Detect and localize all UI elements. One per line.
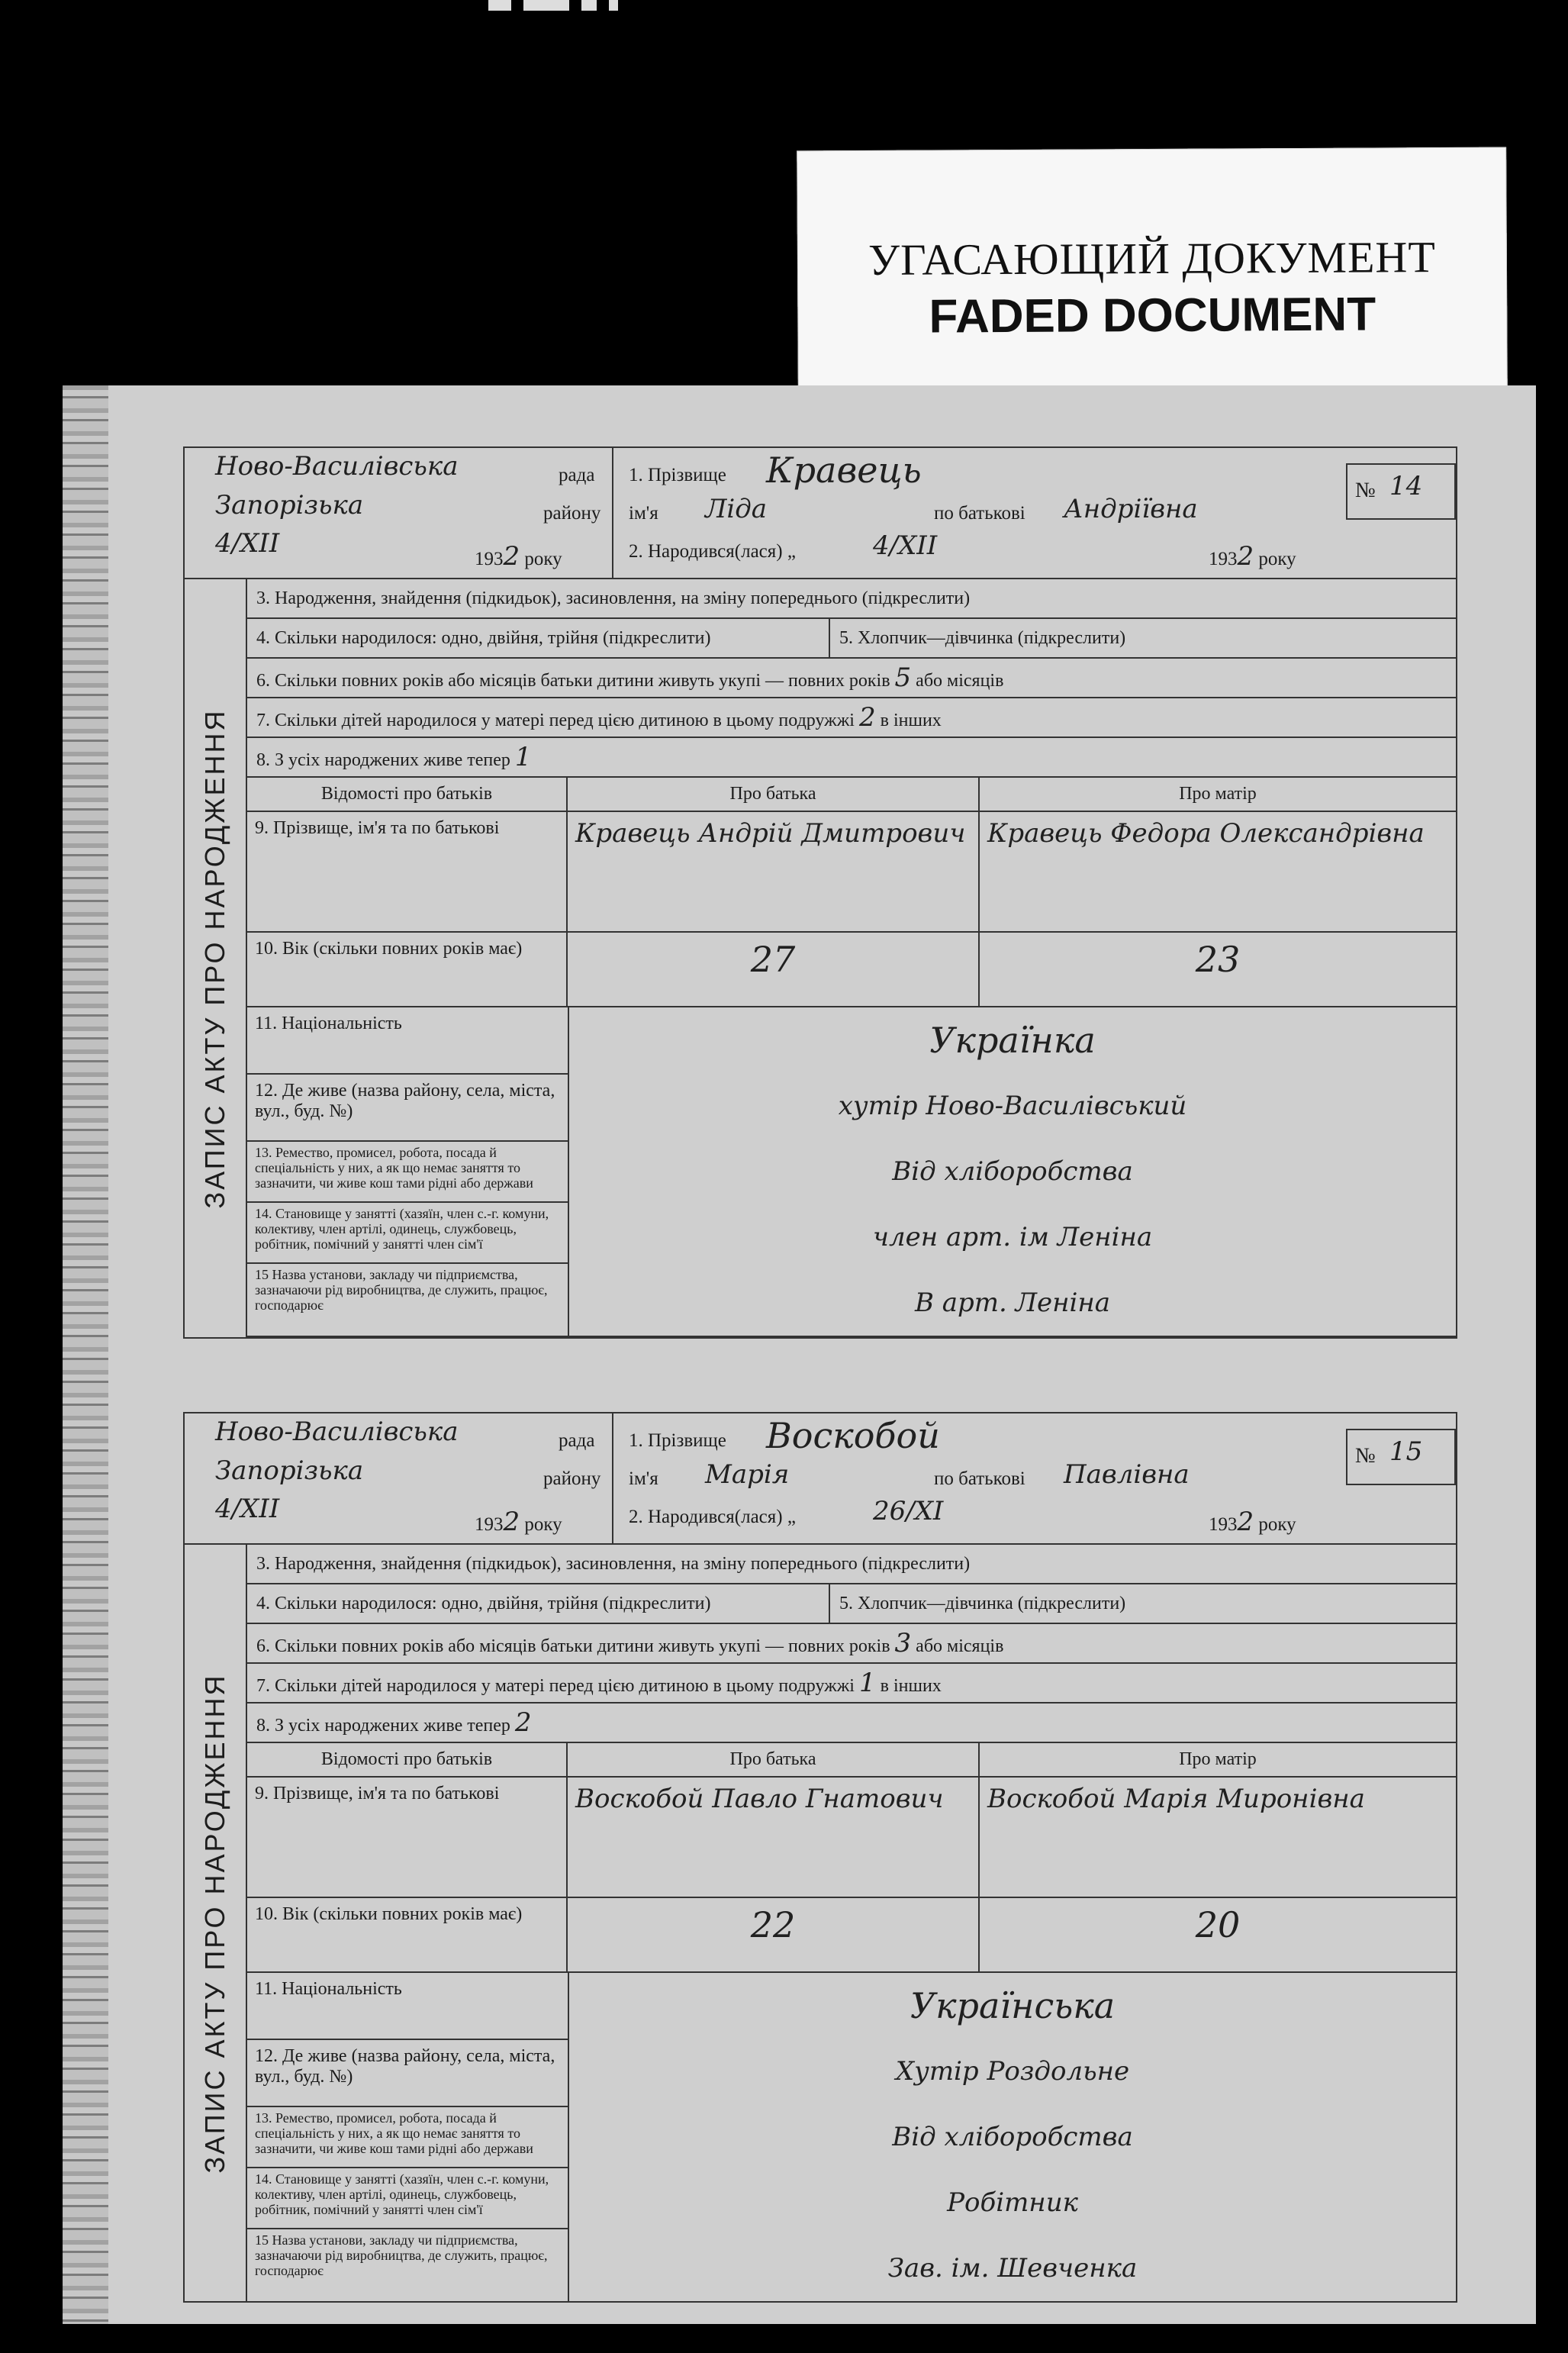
record-grid <box>247 1545 1456 2301</box>
birth-record-14 <box>183 446 1457 1339</box>
born-label: 2. Народився(лася) „ <box>629 541 796 562</box>
raion-label: району <box>543 1468 601 1489</box>
record-date: 4/XII <box>215 528 280 559</box>
record-body <box>183 1543 1457 2303</box>
detail-values <box>569 1007 1456 1336</box>
district-name: Запорізька <box>215 490 364 521</box>
residence: хутір Ново-Василівський <box>838 1091 1187 1121</box>
council-block <box>185 448 613 578</box>
record-grid <box>247 579 1456 1337</box>
row-8: 8. З усіх народжених живе тепер 2 <box>247 1704 1456 1743</box>
mother-name: Кравець Федора Олександрівна <box>980 812 1456 933</box>
father-name: Кравець Андрій Дмитрович <box>568 812 980 933</box>
record-body <box>183 578 1457 1339</box>
child-surname: Воскобой <box>766 1415 940 1456</box>
record-header <box>183 446 1457 578</box>
year-prefix: 1932 року <box>475 1507 562 1537</box>
father-age: 27 <box>568 933 980 1007</box>
details-block <box>247 1007 1456 1337</box>
child-patronymic: Павлівна <box>1064 1459 1190 1490</box>
name-label: ім'я <box>629 503 658 524</box>
child-surname: Кравець <box>766 450 922 491</box>
row-6: 6. Скільки повних років або місяців батьки дитини живуть укупі — повних років 5 або місяців <box>247 659 1456 698</box>
row-4-5: 4. Скільки народилося: одно, двійня, трійня (підкреслити) 5. Хлопчик—дівчинка (підкреслити) <box>247 1584 1456 1624</box>
born-date: 4/XII <box>873 530 938 561</box>
patronymic-label: по батькові <box>934 1468 1025 1489</box>
name-label: ім'я <box>629 1468 658 1489</box>
workplace: В арт. Леніна <box>914 1288 1111 1318</box>
row-4-5: 4. Скільки народилося: одно, двійня, трійня (підкреслити) 5. Хлопчик—дівчинка (підкреслити) <box>247 619 1456 659</box>
parents-table: Відомості про батьків Про батька Про матір 9. Прізвище, ім'я та по батькові Кравець Андрій Дмитрович Кравець Федора Олександрівна 10. Вік (скільки повних років має) 27 23 <box>247 778 1456 1007</box>
patronymic-label: по батькові <box>934 503 1025 524</box>
detail-values <box>569 1973 1456 2301</box>
record-sidebar: ЗАПИС АКТУ ПРО НАРОДЖЕННЯ <box>185 579 247 1337</box>
born-year: 1932 року <box>1209 541 1296 572</box>
birth-record-15 <box>183 1412 1457 2303</box>
council-name: Ново-Василівська <box>215 1417 459 1447</box>
residence: Хутір Роздольне <box>895 2056 1130 2087</box>
raion-label: району <box>543 503 601 524</box>
occupation: Від хліборобства <box>892 2122 1133 2152</box>
parents-table: Відомості про батьків Про батька Про матір 9. Прізвище, ім'я та по батькові Воскобой Павло Гнатович Воскобой Марія Миронівна 10. Вік (скільки повних років має) 22 20 <box>247 1743 1456 1973</box>
record-number: № 14 <box>1346 463 1456 520</box>
child-block <box>613 1413 1456 1543</box>
child-name: Марія <box>705 1459 790 1490</box>
rada-label: рада <box>559 465 595 485</box>
row-3: 3. Народження, знайдення (підкидьок), засиновлення, на зміну попереднього (підкреслити) <box>247 1545 1456 1584</box>
status: член арт. ім Леніна <box>872 1222 1153 1252</box>
record-number: № 15 <box>1346 1429 1456 1485</box>
mother-name: Воскобой Марія Миронівна <box>980 1778 1456 1898</box>
details-block <box>247 1973 1456 2301</box>
detail-labels: 11. Національність 12. Де живе (назва району, села, міста, вул., буд. №) 13. Ремество, промисел, робота, посада й спеціальність у них, а як що немає заняття то зазначити, чи живе кош тами рідні або держави 14. Становище у занятті (хазяїн, член с.-г. комуни, колективу, член артілі, одинець, службовець, робітник, помічний у занятті член сім'ї 15 Назва установи, закладу чи підприємства, зазначаючи рід виробництва, де служить, працює, господарює <box>247 1973 569 2301</box>
row-8: 8. З усіх народжених живе тепер 1 <box>247 738 1456 778</box>
label-russian: УГАСАЮЩИЙ ДОКУМЕНТ <box>868 232 1436 285</box>
label-english: FADED DOCUMENT <box>929 288 1376 343</box>
rada-label: рада <box>559 1430 595 1451</box>
surname-label: 1. Прізвище <box>629 1430 726 1451</box>
status: Робітник <box>947 2187 1078 2218</box>
row-7: 7. Скільки дітей народилося у матері перед цією дитиною в цьому подружжі 1 в інших <box>247 1664 1456 1704</box>
born-date: 26/XI <box>873 1496 944 1526</box>
row-7: 7. Скільки дітей народилося у матері перед цією дитиною в цьому подружжі 2 в інших <box>247 698 1456 738</box>
surname-label: 1. Прізвище <box>629 465 726 485</box>
mother-age: 20 <box>980 1898 1456 1973</box>
mother-age: 23 <box>980 933 1456 1007</box>
workplace: Зав. ім. Шевченка <box>887 2253 1138 2284</box>
row-6: 6. Скільки повних років або місяців батьки дитини живуть укупі — повних років 3 або місяців <box>247 1624 1456 1664</box>
born-year: 1932 року <box>1209 1507 1296 1537</box>
top-edge-marks <box>488 0 687 17</box>
faded-document-label <box>797 147 1508 392</box>
nationality: Українська <box>910 1985 1116 2026</box>
district-name: Запорізька <box>215 1455 364 1486</box>
born-label: 2. Народився(лася) „ <box>629 1507 796 1527</box>
father-name: Воскобой Павло Гнатович <box>568 1778 980 1898</box>
child-name: Ліда <box>705 494 768 524</box>
record-sidebar: ЗАПИС АКТУ ПРО НАРОДЖЕННЯ <box>185 1545 247 2301</box>
child-block <box>613 448 1456 578</box>
year-prefix: 1932 року <box>475 541 562 572</box>
occupation: Від хліборобства <box>892 1156 1133 1187</box>
father-age: 22 <box>568 1898 980 1973</box>
row-3: 3. Народження, знайдення (підкидьок), засиновлення, на зміну попереднього (підкреслити) <box>247 579 1456 619</box>
child-patronymic: Андріївна <box>1064 494 1198 524</box>
record-header <box>183 1412 1457 1543</box>
binding-edge <box>63 385 108 2324</box>
nationality: Українка <box>929 1020 1096 1061</box>
council-name: Ново-Василівська <box>215 451 459 482</box>
detail-labels: 11. Національність 12. Де живе (назва району, села, міста, вул., буд. №) 13. Ремество, промисел, робота, посада й спеціальність у них, а як що немає заняття то зазначити, чи живе кош тами рідні або держави 14. Становище у занятті (хазяїн, член с.-г. комуни, колективу, член артілі, одинець, службовець, робітник, помічний у занятті член сім'ї 15 Назва установи, закладу чи підприємства, зазначаючи рід виробництва, де служить, працює, господарює <box>247 1007 569 1336</box>
record-date: 4/XII <box>215 1494 280 1524</box>
council-block <box>185 1413 613 1543</box>
